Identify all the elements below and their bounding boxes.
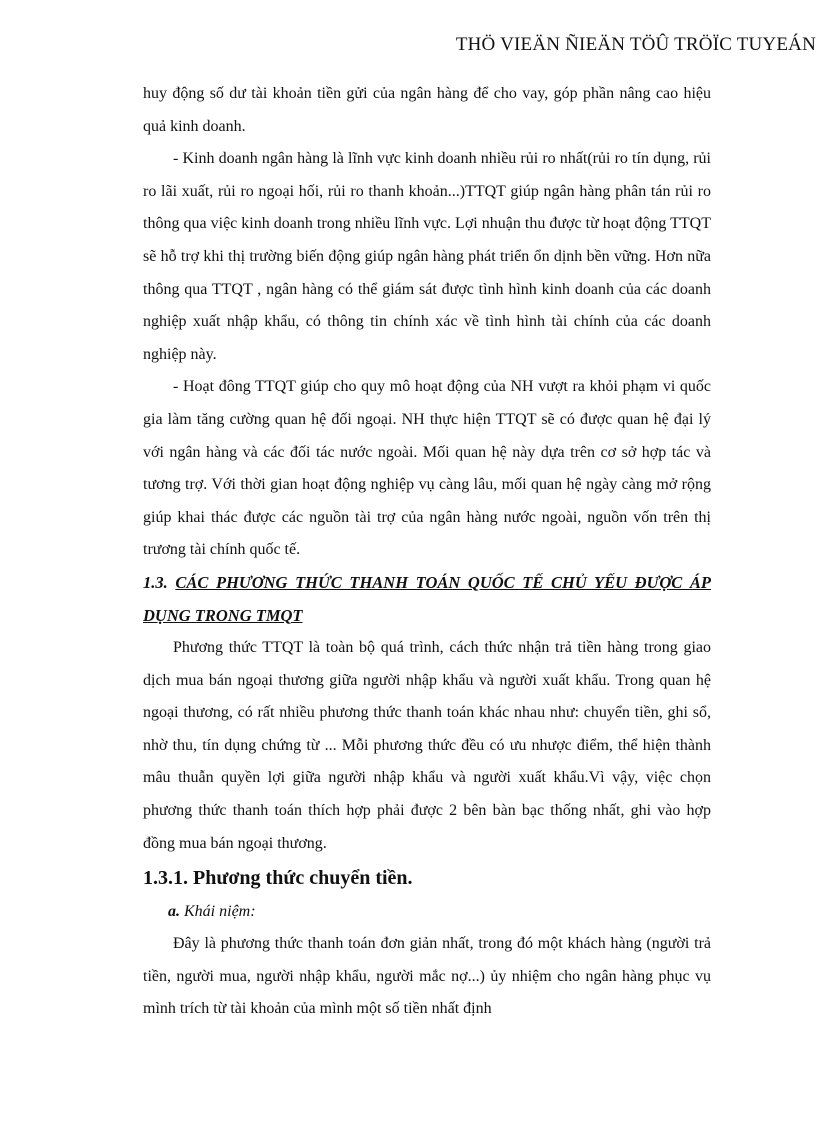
subsection-heading: 1.3.1. Phương thức chuyển tiền. — [143, 867, 413, 890]
concept-text: Khái niệm: — [184, 903, 256, 921]
section-title: CÁC PHƯƠNG THỨC THANH TOÁN QUỐC TẾ CHỦ YẾU ĐƯỢC ÁP DỤNG TRONG TMQT — [143, 572, 711, 625]
concept-label — [143, 896, 711, 928]
section-number: 1.3. — [143, 572, 168, 592]
paragraph-risk: - Kinh doanh ngân hàng là lĩnh vực kinh doanh nhiều rủi ro nhất(rủi ro tín dụng, rủi ro lãi xuất, rủi ro ngoại hối, rủi ro thanh khoản...)TTQT giúp ngân hàng phân tán rủi ro thông qua việc kinh doanh trong nhiều lĩnh vực. Lợi nhuận thu được từ hoạt động TTQT sẽ hỗ trợ khi thị trường biến động giúp ngân hàng phát triển ổn dịnh bền vững. Hơn nữa thông qua TTQT , ngân hàng có thể giám sát được tình hình kinh doanh của các doanh nghiệp xuất nhập khẩu, có thông tin chính xác về tình hình tài chính của các doanh nghiệp này. — [143, 150, 711, 363]
paragraph-methods-intro: Phương thức TTQT là toàn bộ quá trình, cách thức nhận trả tiền hàng trong giao dịch mua bán ngoại thương giữa người nhập khẩu và người xuất khẩu. Trong quan hệ ngoại thương, có rất nhiều phương thức thanh toán khác nhau như: chuyển tiền, ghi sổ, nhờ thu, tín dụng chứng từ ... Mỗi phương thức đều có ưu nhược điểm, thể hiện thành mâu thuẫn quyền lợi giữa người nhập khẩu và người xuất khẩu.Vì vậy, việc chọn phương thức thanh toán thích hợp phải được 2 bên bàn bạc thống nhất, ghi vào hợp đồng mua bán ngoại thương. — [143, 639, 711, 852]
paragraph-definition: Đây là phương thức thanh toán đơn giản nhất, trong đó một khách hàng (người trả tiền, người mua, người nhập khẩu, người mắc nợ...) ủy nhiệm cho ngân hàng phục vụ mình trích từ tài khoản của mình một số tiền nhất định — [143, 935, 711, 1018]
page-header: THÖ VIEÄN ÑIEÄN TÖÛ TRÖÏC TUYEÁN — [455, 34, 816, 55]
document-body — [143, 78, 711, 1026]
section-heading — [143, 567, 711, 632]
concept-letter: a. — [168, 903, 180, 921]
paragraph-foreign-relations: - Hoạt đông TTQT giúp cho quy mô hoạt động của NH vượt ra khỏi phạm vi quốc gia làm tăng cường quan hệ đối ngoại. NH thực hiện TTQT sẽ có được quan hệ đại lý với ngân hàng và các đối tác nước ngoài. Mối quan hệ này dựa trên cơ sở hợp tác và tương trợ. Với thời gian hoạt động nghiệp vụ càng lâu, mối quan hệ ngày càng mở rộng giúp khai thác được các nguồn tài trợ của ngân hàng nước ngoài, nguồn vốn trên thị trương tài chính quốc tế. — [143, 378, 711, 559]
paragraph-continuation: huy động số dư tài khoản tiền gửi của ngân hàng để cho vay, góp phần nâng cao hiệu quả kinh doanh. — [143, 85, 711, 135]
